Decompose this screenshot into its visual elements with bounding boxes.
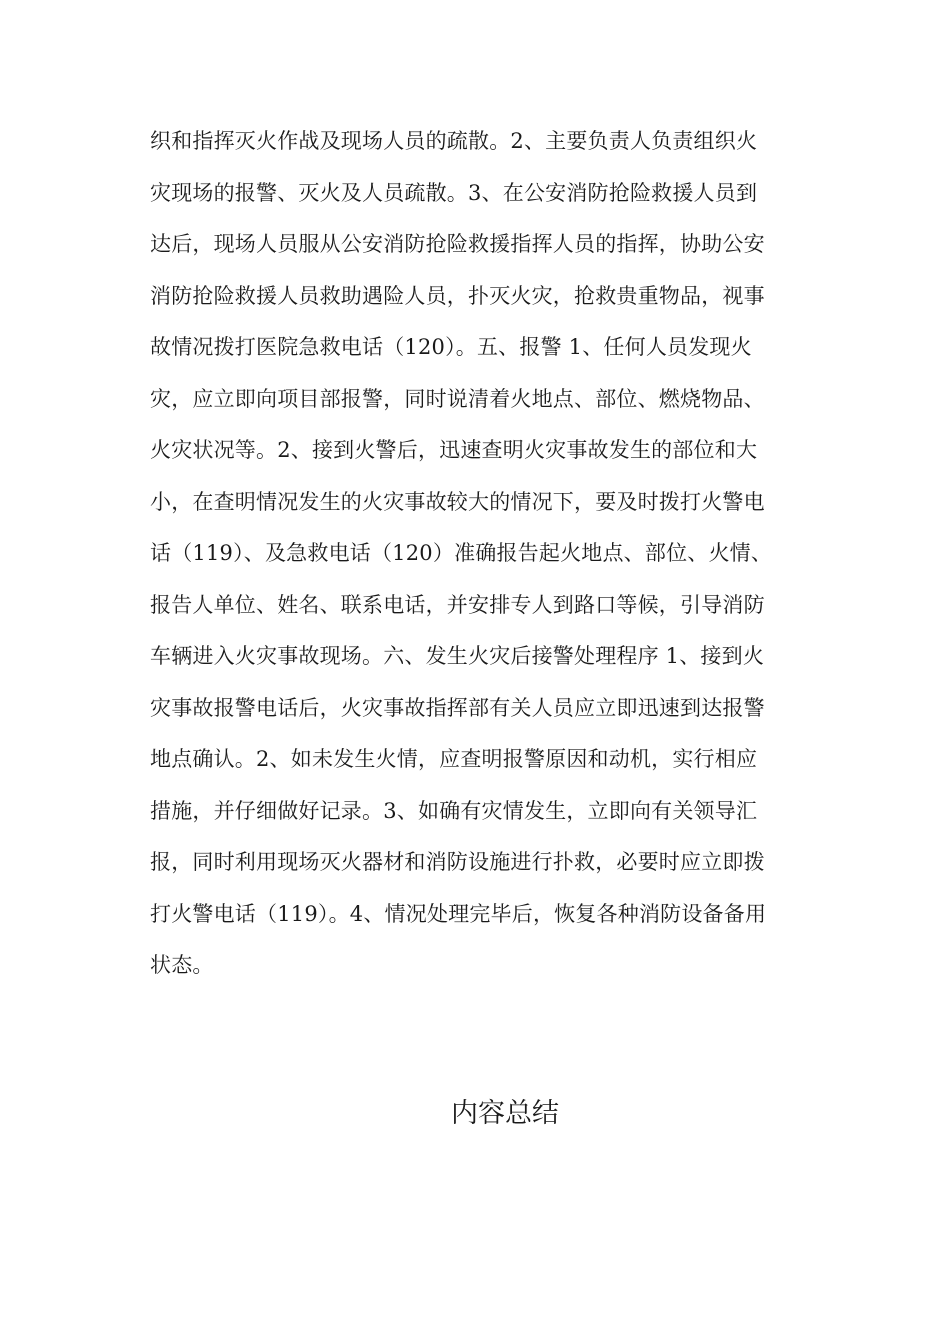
summary-title: 内容总结	[451, 1098, 559, 1129]
text-line: 火灾状况等。2、接到火警后，迅速查明火灾事故发生的部位和大	[150, 438, 758, 462]
text-line: 报告人单位、姓名、联系电话，并安排专人到路口等候，引导消防	[150, 592, 765, 617]
text-line: 灾，应立即向项目部报警，同时说清着火地点、部位、燃烧物品、	[150, 386, 765, 411]
text-line: 灾事故报警电话后，火灾事故指挥部有关人员应立即迅速到达报警	[150, 695, 765, 720]
text-line: 小，在查明情况发生的火灾事故较大的情况下，要及时拨打火警电	[150, 489, 765, 514]
text-line: 话（119）、及急救电话（120）准确报告起火地点、部位、火情、	[150, 541, 773, 565]
text-line: 车辆进入火灾事故现场。六、发生火灾后接警处理程序 1、接到火	[150, 644, 765, 668]
text-line: 报，同时利用现场灭火器材和消防设施进行扑救，必要时应立即拨	[150, 850, 765, 874]
text-line: 地点确认。2、如未发生火情，应查明报警原因和动机，实行相应	[150, 747, 758, 771]
body-paragraph	[150, 116, 810, 992]
text-line: 消防抢险救援人员救助遇险人员，扑灭火灾，抢救贵重物品，视事	[150, 283, 765, 308]
text-line: 措施，并仔细做好记录。3、如确有灾情发生，立即向有关领导汇	[150, 798, 758, 823]
text-line: 达后，现场人员服从公安消防抢险救援指挥人员的指挥，协助公安	[150, 232, 765, 256]
text-line: 灾现场的报警、灭火及人员疏散。3、在公安消防抢险救援人员到	[150, 180, 758, 205]
text-line: 织和指挥灭火作战及现场人员的疏散。2、主要负责人负责组织火	[150, 129, 758, 153]
text-line: 故情况拨打医院急救电话（120）。五、报警 1、任何人员发现火	[150, 335, 752, 359]
text-line: 打火警电话（119）。4、情况处理完毕后，恢复各种消防设备备用	[150, 901, 767, 926]
text-line: 状态。	[150, 953, 214, 977]
